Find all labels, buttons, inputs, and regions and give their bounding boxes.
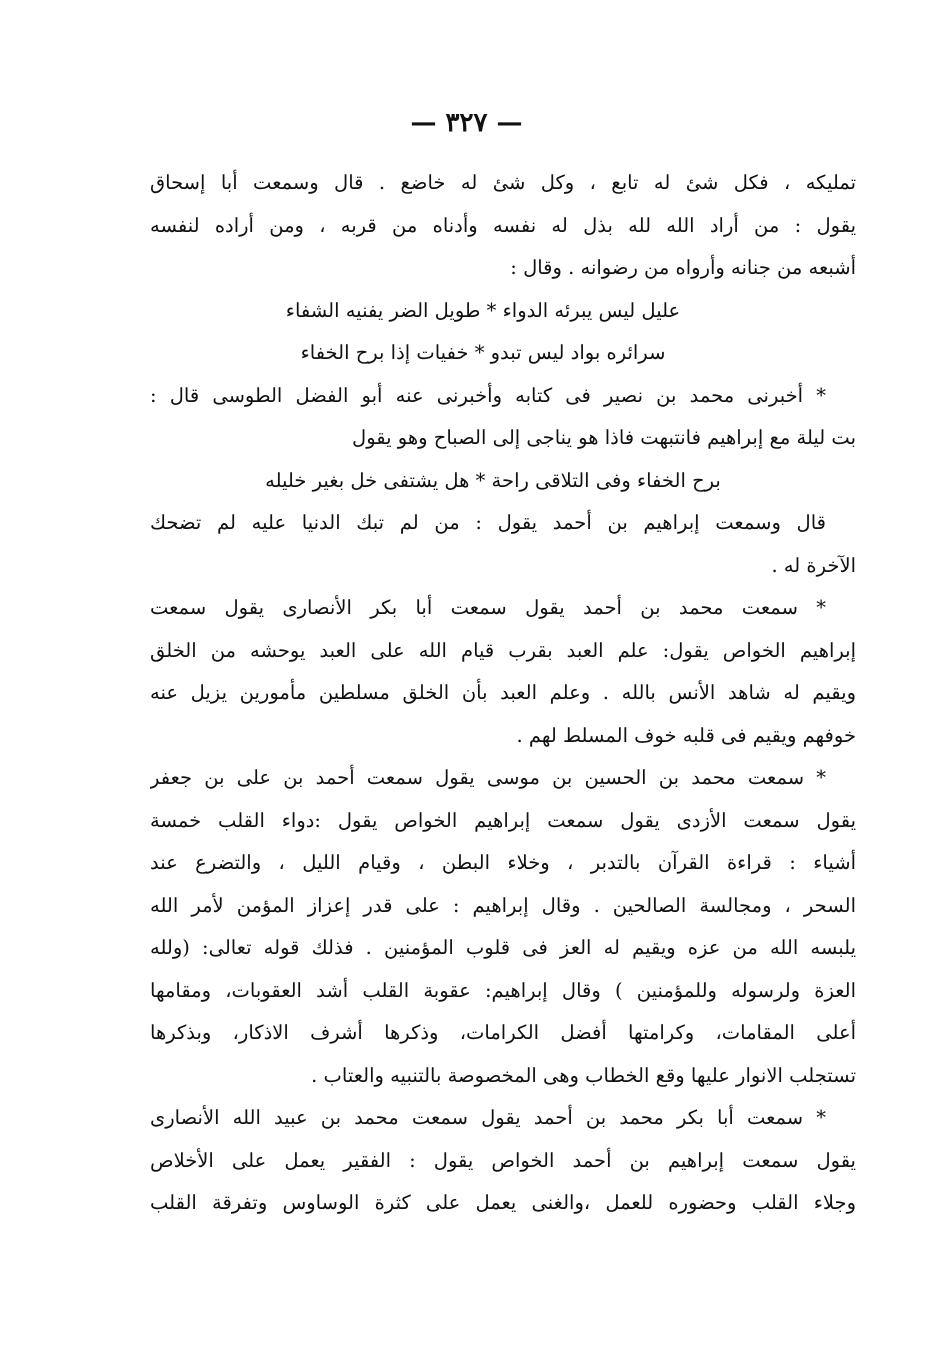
text-line: قال وسمعت إبراهيم بن أحمد يقول : من لم تبك الدنيا عليه لم تضحك	[150, 511, 826, 534]
text-line: خوفهم ويقيم فى قلبه خوف المسلط لهم .	[516, 723, 856, 747]
verse-line: سرائره بواد ليس تبدو * خفيات إذا برح الخفاء	[300, 341, 666, 364]
page-number: — ٣٢٧ —	[410, 108, 523, 138]
poem-verses	[150, 290, 856, 375]
body-text	[150, 162, 856, 1225]
text-line: تمليكه ، فكل شئ له تابع ، وكل شئ له خاضع . قال وسمعت أبا إسحاق	[150, 171, 856, 194]
text-line: بت ليلة مع إبراهيم فانتبهت فاذا هو يناجى إلى الصباح وهو يقول	[352, 426, 856, 449]
text-line: * سمعت محمد بن الحسين بن موسى يقول سمعت أحمد بن على بن جعفر	[150, 766, 826, 789]
text-line: الآخرة له .	[771, 553, 856, 577]
text-line: تستجلب الانوار عليها وقع الخطاب وهى المخصوصة بالتنبيه والعتاب .	[311, 1063, 856, 1087]
text-line: يلبسه الله من عزه ويقيم له العز فى قلوب المؤمنين . فذلك قوله تعالى: (ولله	[150, 936, 856, 959]
text-line: أعلى المقامات، وكرامتها أفضل الكرامات، وذكرها أشرف الاذكار، وبذكرها	[150, 1021, 856, 1044]
verse-line: عليل ليس يبرئه الدواء * طويل الضر يفنيه الشفاء	[285, 298, 681, 322]
text-line: يقول : من أراد الله لله بذل له نفسه وأدناه من قربه ، ومن أراده لنفسه	[150, 213, 856, 237]
poem-verses	[150, 460, 856, 503]
text-line: يقول سمعت الأزدى يقول سمعت إبراهيم الخواص يقول :دواء القلب خمسة	[150, 808, 856, 832]
text-line: إبراهيم الخواص يقول: علم العبد بقرب قيام الله على العبد يوحشه من الخلق	[150, 638, 856, 662]
text-line: وجلاء القلب وحضوره للعمل ،والغنى يعمل على كثرة الوساوس وتفرقة القلب	[150, 1191, 856, 1214]
text-line: يقول سمعت إبراهيم بن أحمد الخواص يقول : الفقير يعمل على الأخلاص	[150, 1148, 856, 1172]
text-line: * أخبرنى محمد بن نصير فى كتابه وأخبرنى عنه أبو الفضل الطوسى قال :	[150, 383, 826, 407]
text-line: * سمعت محمد بن أحمد يقول سمعت أبا بكر الأنصارى يقول سمعت	[150, 596, 826, 619]
text-line: العزة ولرسوله وللمؤمنين ) وقال إبراهيم: عقوبة القلب أشد العقوبات، ومقامها	[150, 978, 856, 1002]
text-line: ويقيم له شاهد الأنس بالله . وعلم العبد بأن الخلق مسلطين مأمورين يزيل عنه	[150, 681, 856, 704]
text-line: السحر ، ومجالسة الصالحين . وقال إبراهيم : على قدر إعزاز المؤمن لأمر الله	[150, 893, 856, 917]
text-line: أشياء : قراءة القرآن بالتدبر ، وخلاء البطن ، وقيام الليل ، والتضرع عند	[150, 851, 856, 874]
text-line: * سمعت أبا بكر محمد بن أحمد يقول سمعت محمد بن عبيد الله الأنصارى	[150, 1106, 826, 1129]
verse-line: برح الخفاء وفى التلاقى راحة * هل يشتفى خل بغير خليله	[265, 468, 721, 492]
text-line: أشبعه من جنانه وأرواه من رضوانه . وقال :	[510, 256, 856, 279]
